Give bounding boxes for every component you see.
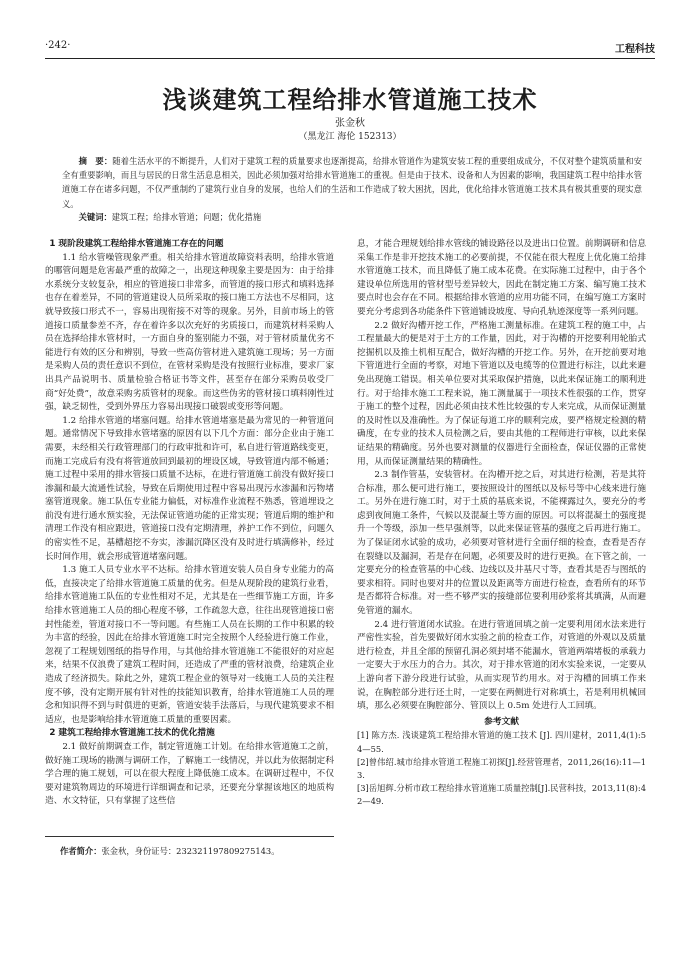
body-column-left [45, 238, 334, 833]
reference-entry: [2]曾伟绍.城市给排水管道工程施工初探[J].经营管理者，2011,26(16):11—13. [357, 756, 646, 780]
abstract-label: 摘 要： [78, 156, 113, 166]
author-affiliation: （黑龙江 海伦 152313） [298, 132, 402, 142]
journal-name: 工程科技 [615, 44, 655, 55]
keywords-text: 建筑工程；给排水管道；问题；优化措施 [111, 212, 262, 222]
body-paragraph: 2.1 做好前期调查工作，制定管道施工计划。在给排水管道施工之前，做好施工现场的勘测与调研工作，了解施工一线情况，并以此为依据制定科学合理的施工规划，可以在很大程度上降低施工成本。在调研过程中，不仅要对建筑物周边的环境进行详细调查和记录，还要充分掌握该地区的地质构造、水文特征，只有掌握了这些信 [45, 741, 334, 807]
body-column-right [357, 238, 646, 848]
reference-entry: [1] 陈方杰. 浅谈建筑工程给排水管道的施工技术 [J]. 四川建材，2011,4(1):54—55. [357, 730, 646, 754]
footnote-label: 作者简介： [60, 846, 102, 856]
abstract [62, 154, 642, 211]
keywords-label: 关键词： [78, 212, 112, 222]
article-title: 浅谈建筑工程给排水管道施工技术 [162, 86, 538, 114]
body-paragraph: 1.3 施工人员专业水平不达标。给排水管道安装人员自身专业能力的高低，直接决定了给排水管道施工质量的优劣。但是从现阶段的建筑行业看，给排水管道施工队伍的专业性相对不足，尤其是在一些细节施工方面，许多给排水管道施工人员的细心程度不够，工作疏忽大意，往往出现管道接口密封性能差，管道对接口不一等问题。有些施工人员在长期的工作中积累的较为丰富的经验，因此在给排水管道施工时完全按照个人经验进行施工作业，忽视了工程规划图纸的指导作用，与其他给排水管道施工不能很好的对应起来，结果不仅浪费了建筑工程时间，还造成了严重的管材浪费，给建筑企业造成了经济损失。除此之外，建筑工程企业的领导对一线施工人员的关注程度不够，没有定期开展有针对性的技能知识教育，给排水管道施工人员的理念和知识得不到与时俱进的更新，管道安装手法落后，与现代建筑要求不相适应，也是影响给排水管道施工质量的重要因素。 [45, 565, 334, 725]
body-paragraph: 2.3 制作管基，安装管材。在沟槽开挖之后，对其进行检测，若是其符合标准，那么便可进行施工，要按照设计的图纸以及标号等中心线来进行施工。另外在进行施工时，对于土质的基底来说，不能裸露过久，要充分的考虑到夜间施工条件，气候以及混凝土等方面的原因。可以将混凝土的强度提升一个等级，添加一些早强剂等，以此来保证管基的强度之后再进行施工。为了保证闭水试验的成功，必须要对管材进行全面仔细的检查，查看是否存在裂缝以及漏洞，若是存在问题，必须要及时的进行更换。在下管之前，一定要充分的检查管基的中心线、边线以及井基尺寸等，查看其是否与图纸的要求相符。同时也要对井的位置以及距离等方面进行检查，查看所有的环节是否都符合标准。对一些不够严实的接缝部位要利用砂浆将其填满，从而避免管道的漏水。 [357, 470, 646, 617]
body-paragraph: 息，才能合理规划给排水管线的铺设路径以及进出口位置。前期调研和信息采集工作是非开挖技术施工的必要前提，不仅能在很大程度上优化施工给排水管道施工技术，而且降低了施工成本花费。在实际施工过程中，由于各个建设单位所选用的管材型号差异较大，因此在制定施工方案、编写施工技术要点时也会存在不同。根据给排水管道的应用功能不同，在编写施工方案时要充分考虑到各功能条件下管道铺设坡度、导向孔轨迹深度等一系列问题。 [357, 239, 646, 317]
body-paragraph: 1.2 给排水管道的堵塞问题。给排水管道堵塞是最为常见的一种管道问题。通常情况下导致排水管堵塞的原因有以下几个方面：部分企业由于施工需要，未经相关行政管理部门的行政审批和许可，私自进行管道路线变更，而施工完成后有没有将管道放回到最初的埋设区域，导致管道内部不畅通；施工过程中采用的排水管接口质量不达标，在进行管道施工前没有做好接口渗漏和最大流通性试验，导致在后期使用过程中容易出现污水渗漏和污物堵塞管道现象。施工队伍专业能力偏低，对标准作业流程不熟悉，管道埋设之前没有进行通水预实验，无法保证管道功能的正常实现；管道后期的维护和清理工作没有相应跟进，管道接口没有定期清理，养护工作不到位，问题久的密实性不足，基槽超挖不夯实，渗漏沉降区没有及时进行填满修补，经过长时间作用，就会形成管道堵塞问题。 [45, 415, 334, 562]
footnote-rule [45, 836, 334, 837]
header-rule [45, 58, 655, 59]
keywords [62, 211, 642, 223]
running-header [45, 40, 655, 54]
section-heading: 2 建筑工程给排水管道施工技术的优化措施 [49, 728, 215, 739]
footnote-text: 张金秋，身份证号：232321197809275143。 [101, 846, 280, 856]
body-paragraph: 2.4 进行管道闭水试验。在进行管道回填之前一定要利用闭水法来进行严密性实验，首先要做好闭水实验之前的检查工作，对管道的外观以及质量进行检查，并且全部的预留孔洞必须封堵不能漏水，管道两端堵板的承载力一定要大于水压力的合力。其次，对于排水管道的闭水实验来说，一定要从上游向者下游分段进行试验，从而实现节约用水。对于沟槽的回填工作来说，在胸腔部分进行还土时，一定要在两侧进行对称填土，若是利用机械回填，那么必须要在胸腔部分、管顶以上 0.5m 处进行人工回填。 [357, 619, 646, 712]
references-heading: 参考文献 [484, 716, 519, 727]
body-paragraph: 2.2 做好沟槽开挖工作，严格施工测量标准。在建筑工程的施工中，占工程量最大的便是对于土方的工作量，因此，对于沟槽的开挖要利用轮胎式挖掘机以及推土机相互配合，做好沟槽的开挖工作。另外，在开挖前要对地下管道进行全面的考察，对地下管道以及电缆等的位置进行标注，以此来避免出现施工错误。相关单位要对其采取保护措施，以此来保证施工的顺利进行。对于给排水施工工程来说，施工测量属于一项技术性很强的工作，贯穿于施工的整个过程，因此必须由技术性比较强的专人来完成，从而保证测量的及时性以及准确性。为了保证每道工序的顺利完成，要严格规定检测的精确度，在专业的技术人员检测之后，要由其他的工程师进行审核，以此来保证结果的精确度。另外也要对测量的仪器进行全面检查，保证仪器的正常使用，从而保证测量结果的精确性。 [357, 320, 646, 467]
author-footnote [60, 845, 360, 857]
page-number: ·242· [45, 40, 71, 51]
body-paragraph: 1.1 给水管噪管现象严重。相关给排水管道故障资料表明，给排水管道的哪管问题是危害最严重的故障之一，出现这种现象主要是因为：由于给排水系统分支较复杂，相应的管道接口非常多，而管道的接口形式和填料选择也存在着差异，不同的管道建设人员所采取的接口施工方法也不尽相同，这就导致接口形式不一，容易出现衔接不对等的现象。另外，目前市场上的管道接口质量参差不齐，存在着许多以次充好的劣质接口，而建筑材料采购人员在选择给排水管材时，一方面自身的鉴别能力不强，对于管材质量优劣不能进行有效的区分和辨别，导致一些高仿管材进入建筑施工现场；另一方面是采购人员的责任意识不到位，在管材采购是没有按照行业标准，要求厂家出具产品说明书、质量检验合格证书等文件，甚至存在部分采购员收受厂商“好处费”，故意采购劣质管材的现象。而这些伪劣的管材接口填料刚性过强，缺乏韧性，受到外界压力容易出现接口破裂或变形等问题。 [45, 252, 334, 413]
reference-entry: [3]岳旭辉.分析市政工程给排水管道施工质量控制[J].民营科技，2013,11(8):42—49. [357, 783, 646, 807]
author-name: 张金秋 [335, 118, 365, 129]
section-heading: 1 现阶段建筑工程给排水管道施工存在的问题 [49, 239, 224, 249]
abstract-text: 随着生活水平的不断提升，人们对于建筑工程的质量要求也逐渐提高，给排水管道作为建筑安装工程的重要组成成分，不仅对整个建筑质量和安全有重要影响，而且与居民的日常生活息息相关，因此必须加强对给排水管道施工的重视。但是由于技术、设备和人为因素的影响，我国建筑工程中给排水管道施工存在诸多问题，不仅严重制约了建筑行业自身的发展，也给人们的生活和工作造成了较大困扰，因此，优化给排水管道施工技术具有极其重要的现实意义。 [62, 156, 642, 209]
